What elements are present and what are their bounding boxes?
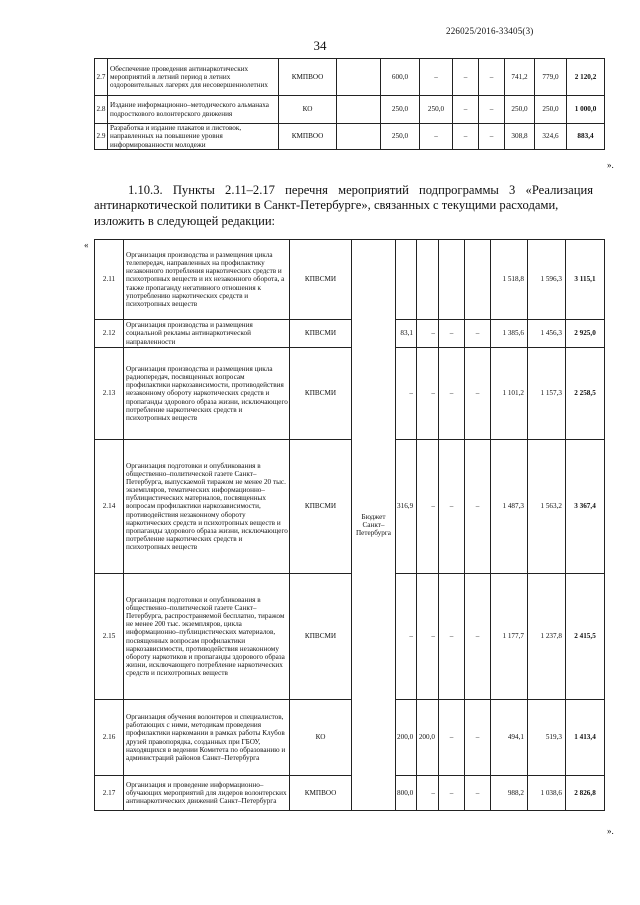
table-row xyxy=(95,440,605,574)
value-year-1: 83,1 xyxy=(396,320,417,348)
value-year-1: 800,0 xyxy=(396,776,417,811)
value-year-1: 316,9 xyxy=(396,440,417,574)
value-year-6: 519,3 xyxy=(528,700,566,776)
value-year-3: – xyxy=(439,700,465,776)
value-year-6: 1 157,3 xyxy=(528,348,566,440)
executor-code: КО xyxy=(279,96,337,124)
value-year-3: – xyxy=(439,348,465,440)
value-total: 1 000,0 xyxy=(567,96,605,124)
value-year-3: – xyxy=(453,59,479,96)
closing-quote-top: ». xyxy=(607,160,614,170)
value-year-4: – xyxy=(465,700,491,776)
value-year-6: 1 237,8 xyxy=(528,574,566,700)
value-year-1: – xyxy=(396,348,417,440)
value-year-3: – xyxy=(453,124,479,150)
value-year-3: – xyxy=(439,320,465,348)
value-year-1: 200,0 xyxy=(396,700,417,776)
executor-code: КМПВОО xyxy=(279,124,337,150)
value-year-2: – xyxy=(417,320,439,348)
value-year-2: – xyxy=(417,776,439,811)
paragraph-line-2: антинаркотической политики в Санкт-Петербурге», связанных с текущими расходами, xyxy=(94,198,559,213)
value-year-3: – xyxy=(453,96,479,124)
row-number: 2.16 xyxy=(95,700,124,776)
table-row xyxy=(95,96,605,124)
top-table xyxy=(94,58,605,150)
value-year-6: 1 596,3 xyxy=(528,240,566,320)
table-row xyxy=(95,700,605,776)
page-number: 34 xyxy=(313,38,327,53)
table-row xyxy=(95,776,605,811)
value-year-2: – xyxy=(417,440,439,574)
executor-code: КМПВОО xyxy=(279,59,337,96)
activity-description: Организация обучения волонтеров и специалистов, работающих с ними, методикам проведения профилактики наркомании в рамках работы Клубов друзей правопорядка, созданных при ГБОУ, находящихся в ведении Комитета по образованию и администраций районов Санкт–Петербурга xyxy=(124,700,290,776)
value-year-2: 250,0 xyxy=(420,96,453,124)
table-row xyxy=(95,348,605,440)
value-total: 2 925,0 xyxy=(566,320,605,348)
row-number: 2.9 xyxy=(95,124,108,150)
value-year-6: 1 563,2 xyxy=(528,440,566,574)
row-number: 2.14 xyxy=(95,440,124,574)
table-row xyxy=(95,320,605,348)
value-year-1: 600,0 xyxy=(381,59,420,96)
funding-source: Бюджет Санкт–Петербурга xyxy=(352,240,396,811)
value-year-5: 1 518,8 xyxy=(491,240,528,320)
value-year-3: – xyxy=(439,776,465,811)
value-year-4: – xyxy=(465,440,491,574)
value-total: 3 115,1 xyxy=(566,240,605,320)
closing-quote-bottom: ». xyxy=(607,826,614,836)
value-year-3 xyxy=(439,240,465,320)
value-total: 2 826,8 xyxy=(566,776,605,811)
activity-description: Обеспечение проведения антинаркотических мероприятий в летний период в летних оздоровительных лагерях для несовершеннолетних xyxy=(108,59,279,96)
value-year-6: 1 038,6 xyxy=(528,776,566,811)
table-row xyxy=(95,59,605,96)
opening-quote: « xyxy=(84,240,89,250)
value-year-2: – xyxy=(420,59,453,96)
executor-code: КПВСМИ xyxy=(290,320,352,348)
value-year-5: 308,8 xyxy=(505,124,535,150)
value-year-1: 250,0 xyxy=(381,96,420,124)
value-year-5: 1 487,3 xyxy=(491,440,528,574)
value-year-6: 324,6 xyxy=(535,124,567,150)
value-year-3: – xyxy=(439,574,465,700)
row-number: 2.13 xyxy=(95,348,124,440)
row-number: 2.15 xyxy=(95,574,124,700)
value-year-5: 1 177,7 xyxy=(491,574,528,700)
value-year-6: 250,0 xyxy=(535,96,567,124)
table-row xyxy=(95,124,605,150)
value-year-4: – xyxy=(465,348,491,440)
executor-code: КМПВОО xyxy=(290,776,352,811)
executor-code: КПВСМИ xyxy=(290,574,352,700)
funding-source xyxy=(337,124,381,150)
main-table xyxy=(94,239,605,811)
paragraph-line-1: 1.10.3. Пункты 2.11–2.17 перечня мероприятий подпрограммы 3 «Реализация xyxy=(128,183,593,197)
activity-description: Организация производства и размещения социальной рекламы антинаркотической направленности xyxy=(124,320,290,348)
executor-code: КПВСМИ xyxy=(290,240,352,320)
value-year-4: – xyxy=(479,59,505,96)
paragraph-line-3: изложить в следующей редакции: xyxy=(94,213,276,228)
value-year-5: 494,1 xyxy=(491,700,528,776)
value-year-5: 741,2 xyxy=(505,59,535,96)
document-registration-number: 226025/2016-33405(3) xyxy=(446,26,534,36)
amendment-paragraph xyxy=(94,183,593,229)
activity-description: Организация и проведение информационно–обучающих мероприятий для лидеров волонтерских антинаркотических движений Санкт–Петербурга xyxy=(124,776,290,811)
value-year-4: – xyxy=(479,96,505,124)
value-year-4: – xyxy=(479,124,505,150)
value-year-1: 250,0 xyxy=(381,124,420,150)
funding-source xyxy=(337,59,381,96)
row-number: 2.7 xyxy=(95,59,108,96)
executor-code: КПВСМИ xyxy=(290,440,352,574)
activity-description: Организация подготовки и опубликования в общественно–политической газете Санкт–Петербурга, выпускаемой тиражом не менее 20 тыс. экземпляров, тематических информационно–публицистических материалов, посвященных вопросам профилактики наркозависимости, противодействия незаконному обороту наркотических средств и психотропных веществ и пропаганды здорового образа жизни, исключающего потребление наркотических средств и психотропных веществ xyxy=(124,440,290,574)
row-number: 2.12 xyxy=(95,320,124,348)
executor-code: КО xyxy=(290,700,352,776)
value-year-4: – xyxy=(465,320,491,348)
value-year-5: 1 101,2 xyxy=(491,348,528,440)
value-year-2: – xyxy=(417,348,439,440)
value-year-6: 1 456,3 xyxy=(528,320,566,348)
value-total: 2 258,5 xyxy=(566,348,605,440)
value-year-4 xyxy=(465,240,491,320)
executor-code: КПВСМИ xyxy=(290,348,352,440)
row-number: 2.8 xyxy=(95,96,108,124)
value-total: 2 120,2 xyxy=(567,59,605,96)
value-year-5: 1 385,6 xyxy=(491,320,528,348)
row-number: 2.17 xyxy=(95,776,124,811)
value-year-2: – xyxy=(420,124,453,150)
value-year-2 xyxy=(417,240,439,320)
value-year-3: – xyxy=(439,440,465,574)
value-year-1: – xyxy=(396,574,417,700)
activity-description: Издание информационно–методического альманаха подросткового волонтерского движения xyxy=(108,96,279,124)
value-year-5: 988,2 xyxy=(491,776,528,811)
value-year-1 xyxy=(396,240,417,320)
table-row xyxy=(95,240,605,320)
activity-description: Организация производства и размещения цикла телепередач, направленных на профилактику незаконного потребления наркотических средств и психотропных веществ и их незаконного оборота, а также пропаганду негативного отношения к употреблению наркотических средств и психотропных веществ xyxy=(124,240,290,320)
value-year-4: – xyxy=(465,574,491,700)
value-year-2: 200,0 xyxy=(417,700,439,776)
value-year-6: 779,0 xyxy=(535,59,567,96)
value-total: 1 413,4 xyxy=(566,700,605,776)
value-year-2: – xyxy=(417,574,439,700)
value-year-5: 250,0 xyxy=(505,96,535,124)
table-row xyxy=(95,574,605,700)
funding-source xyxy=(337,96,381,124)
value-year-4: – xyxy=(465,776,491,811)
activity-description: Организация производства и размещения цикла радиопередач, посвященных вопросам профилактики наркозависимости, противодействия незаконному обороту наркотических средств и пропаганды здорового образа жизни, исключающего потребление наркотических средств и психотропных веществ xyxy=(124,348,290,440)
row-number: 2.11 xyxy=(95,240,124,320)
value-total: 2 415,5 xyxy=(566,574,605,700)
activity-description: Разработка и издание плакатов и листовок, направленных на повышение уровня информированности молодежи xyxy=(108,124,279,150)
activity-description: Организация подготовки и опубликования в общественно–политической газете Санкт–Петербурга, распространяемой бесплатно, тиражом не менее 200 тыс. экземпляров, цикла информационно–публицистических материалов, посвященных вопросам профилактики наркозависимости, противодействия незаконному обороту наркотиков и пропаганды здорового образа жизни, исключающего потребление наркотических средств и психотропных веществ xyxy=(124,574,290,700)
value-total: 883,4 xyxy=(567,124,605,150)
value-total: 3 367,4 xyxy=(566,440,605,574)
